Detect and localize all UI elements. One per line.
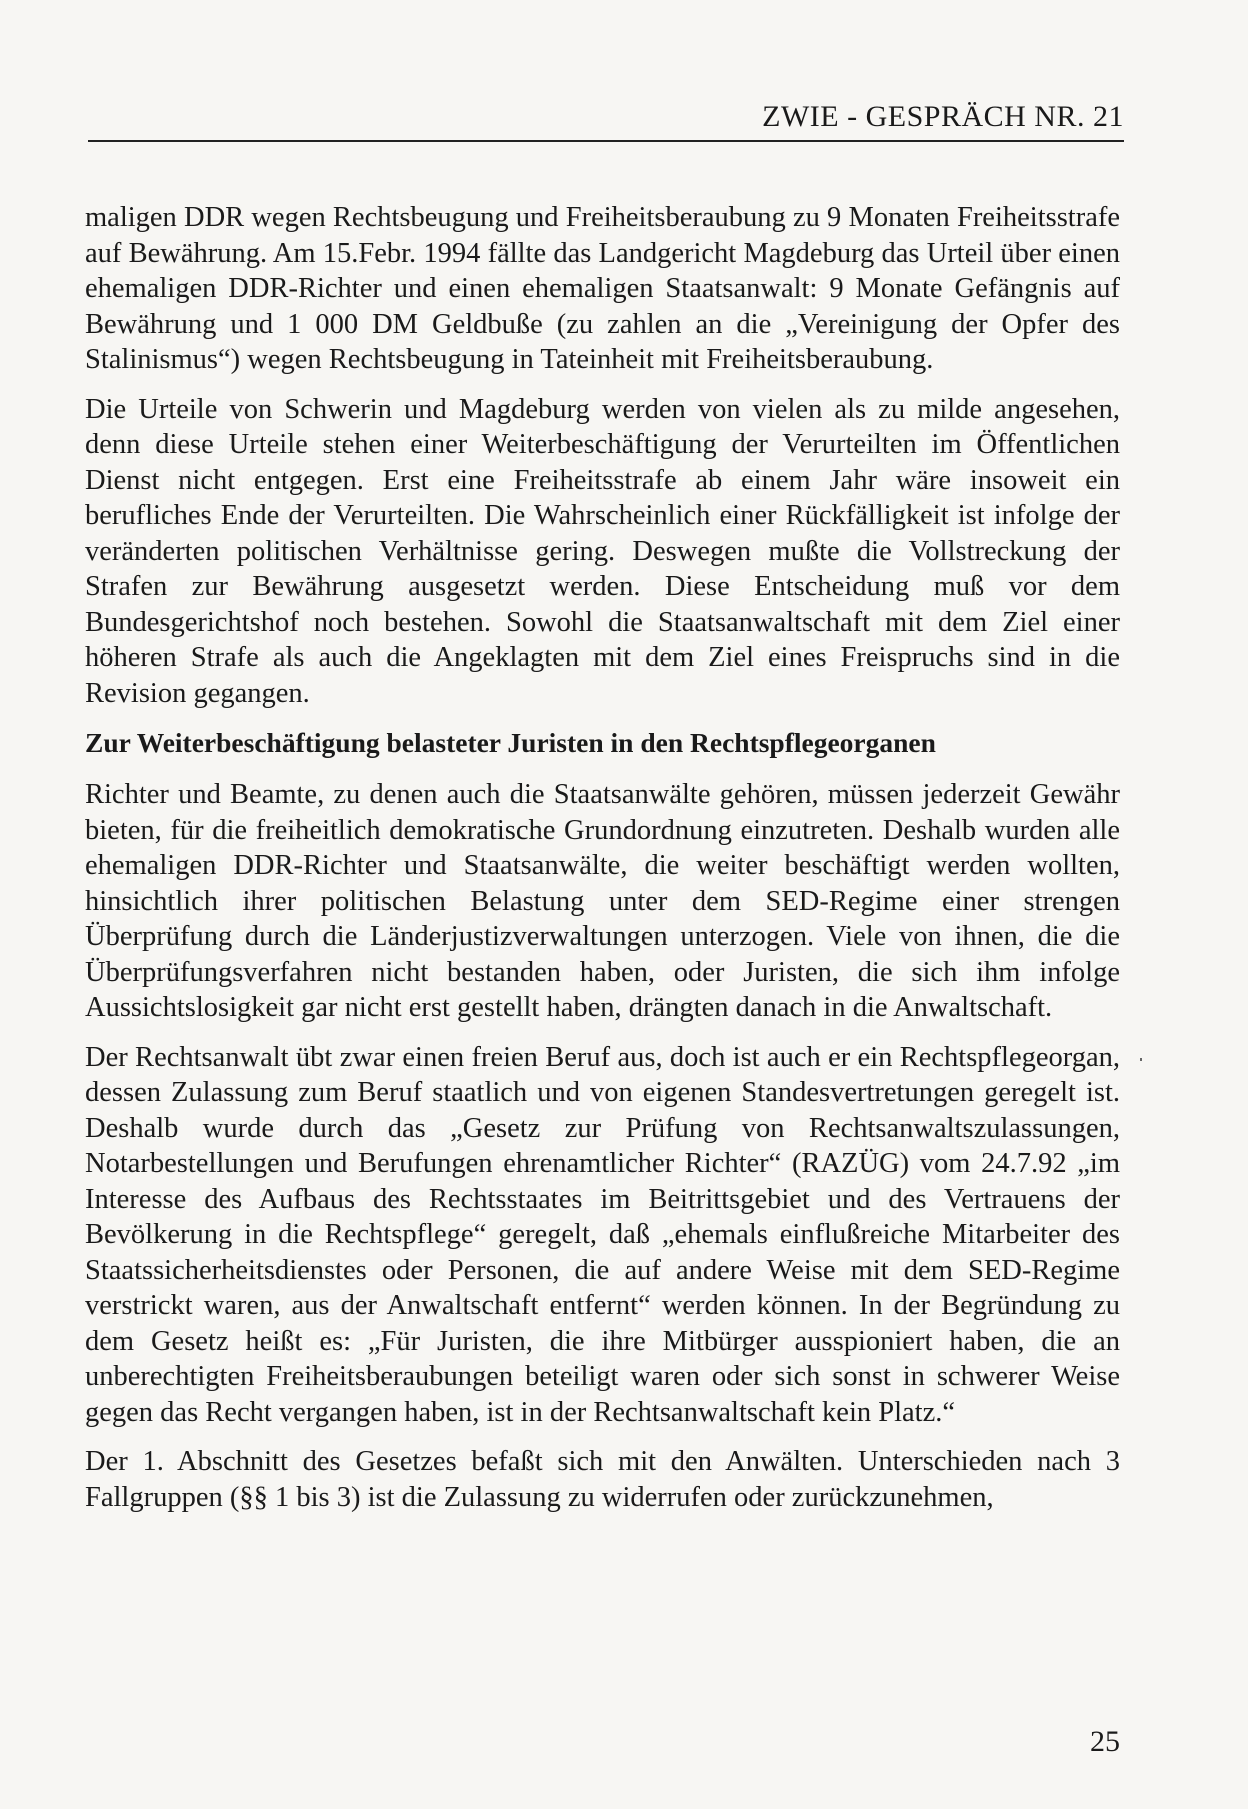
section-paragraph-2: Der Rechtsanwalt übt zwar einen freien Beruf aus, doch ist auch er ein Rechtspflegeorgan, dessen Zulassung zum Beruf staatlich und von eigenen Standesvertretungen geregelt ist. Deshalb wurde durch das „Gesetz zur Prüfung von Rechtsanwaltszulassungen, Notarbestellungen und Berufungen ehrenamtlicher Richter“ (RAZÜG) vom 24.7.92 „im Interesse des Aufbaus des Rechtsstaates im Beitrittsgebiet und des Vertrauens der Bevölkerung in die Rechtspflege“ geregelt, daß „ehemals einflußreiche Mitarbeiter des Staatssicherheitsdienstes oder Personen, die auf andere Weise mit dem SED-Regime verstrickt waren, aus der Anwaltschaft entfernt“ werden können. In der Begründung zu dem Gesetz heißt es: „Für Juristen, die ihre Mitbürger ausspioniert haben, die an unberechtigten Freiheitsberaubungen beteiligt waren oder sich sonst in schwerer Weise gegen das Recht vergangen haben, ist in der Rechtsanwaltschaft kein Platz.“ — [85, 1041, 1120, 1428]
page-body — [85, 200, 1120, 1529]
header-rule — [88, 140, 1124, 142]
paragraph-2: Die Urteile von Schwerin und Magdeburg werden von vielen als zu milde angesehen, denn diese Urteile stehen einer Weiterbeschäftigung der Verurteilten im Öffentlichen Dienst nicht entgegen. Erst eine Freiheitsstrafe ab einem Jahr wäre insoweit ein berufliches Ende der Verurteilten. Die Wahrscheinlich einer Rückfälligkeit ist infolge der veränderten politischen Verhältnisse gering. Deswegen mußte die Vollstreckung der Strafen zur Bewährung ausgesetzt werden. Diese Entscheidung muß vor dem Bundesgerichtshof noch bestehen. Sowohl die Staatsanwaltschaft mit dem Ziel einer höheren Strafe als auch die Angeklagten mit dem Ziel eines Freispruchs sind in die Revision gegangen. — [85, 393, 1120, 709]
running-header: ZWIE - GESPRÄCH NR. 21 — [762, 100, 1124, 133]
paragraph-1: maligen DDR wegen Rechtsbeugung und Freiheitsberaubung zu 9 Monaten Freiheitsstrafe auf Bewährung. Am 15.Febr. 1994 fällte das Landgericht Magdeburg das Urteil über einen ehemaligen DDR-Richter und einen ehemaligen Staatsanwalt: 9 Monate Gefängnis auf Bewährung und 1 000 DM Geldbuße (zu zahlen an die „Vereinigung der Opfer des Stalinismus“) wegen Rechtsbeugung in Tateinheit mit Freiheitsberaubung. — [85, 202, 1120, 375]
page-number: 25 — [1090, 1725, 1120, 1758]
scan-speck — [1140, 1058, 1142, 1061]
section-paragraph-3: Der 1. Abschnitt des Gesetzes befaßt sich mit den Anwälten. Unterschieden nach 3 Fallgruppen (§§ 1 bis 3) ist die Zulassung zu widerrufen oder zurückzunehmen, — [85, 1446, 1120, 1513]
section-heading: Zur Weiterbeschäftigung belasteter Juristen in den Rechtspflegeorganen — [85, 727, 936, 758]
section-paragraph-1: Richter und Beamte, zu denen auch die Staatsanwälte gehören, müssen jederzeit Gewähr bieten, für die freiheitlich demokratische Grundordnung einzutreten. Deshalb wurden alle ehemaligen DDR-Richter und Staatsanwälte, die weiter beschäftigt werden wollten, hinsichtlich ihrer politischen Belastung unter dem SED-Regime einer strengen Überprüfung durch die Länderjustizverwaltungen unterzogen. Viele von ihnen, die die Überprüfungsverfahren nicht bestanden haben, oder Juristen, die sich ihm infolge Aussichtslosigkeit gar nicht erst gestellt haben, drängten danach in die Anwaltschaft. — [85, 779, 1120, 1023]
